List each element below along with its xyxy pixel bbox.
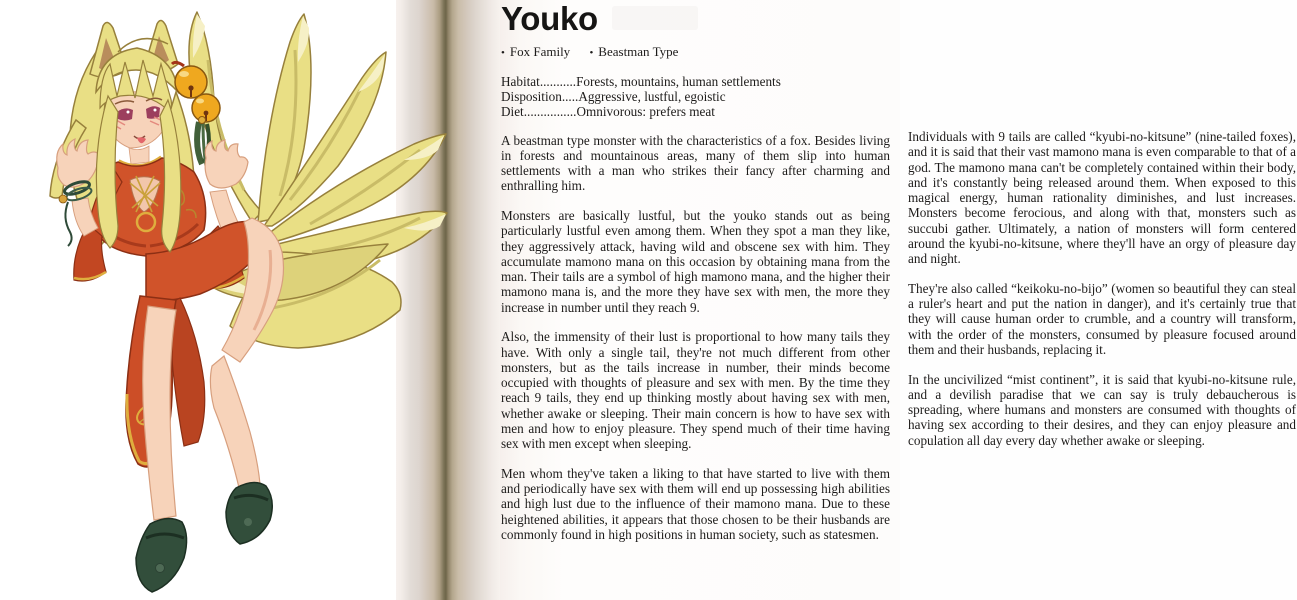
fox-girl-art (0, 0, 500, 600)
paragraph: Men whom they've taken a liking to that have started to live with them and periodically have sex with them will end up possessing high abilities and high lust due to the influence of their mamono mana. Due to these heightened abilities, it appears that those chosen to be their husbands are commonly found in high positions in human society, such as statesmen. (501, 465, 890, 542)
type-tags (501, 44, 890, 61)
page-title: Youko (501, 0, 598, 37)
right-text-column (908, 129, 1296, 462)
stat-row-disposition: Disposition.....Aggressive, lustful, egoistic (501, 89, 726, 105)
paragraph: They're also called “keikoku-no-bijo” (women so beautiful they can steal a ruler's heart and put the nation in danger), and it's certainly true that they will cause human order to crumble, and a country will transform, with the order of the monsters, consumed by pleasure focused around them and their husbands, replacing it. (908, 280, 1296, 357)
right-shoe-icon (226, 482, 272, 544)
paragraph: In the uncivilized “mist continent”, it is said that kyubi-no-kitsune rule, and a devilish paradise that we can say is truly debaucherous is spreading, where humans and monsters are consumed with thoughts of having sex according to their desires, and they can enjoy pleasure and copulation all day every day whether awake or sleeping. (908, 371, 1296, 448)
stat-row-habitat: Habitat...........Forests, mountains, human settlements (501, 74, 781, 89)
character-illustration (0, 0, 500, 600)
tag-type (589, 44, 678, 59)
paragraph: Also, the immensity of their lust is proportional to how many tails they have. With only a single tail, they're not much different from other monsters, but as the tails increase in number, their minds become occupied with thoughts of pleasure and sex with men. By the time they reach 9 tails, they end up thinking mostly about having sex with men, whether awake or sleeping. Their main concern is how to have sex with men and how to enjoy pleasure. They spend much of their time having sex with men except when sleeping. (501, 329, 890, 452)
stat-block (501, 74, 890, 120)
tag-label: Fox Family (509, 44, 571, 59)
right-calf (210, 356, 260, 492)
left-shoe-icon (136, 518, 187, 592)
neck (129, 146, 149, 164)
paragraph: A beastman type monster with the characteristics of a fox. Besides living in forests and mountainous areas, many of them slip into human settlements with a man who strikes their fancy after charming and enthralling him. (501, 132, 890, 194)
bullet-icon: • (501, 47, 505, 59)
left-text-column (501, 0, 890, 557)
paragraph: Monsters are basically lustful, but the youko stands out as being particularly lustful even among them. When they spot a man they like, they aggressively attack, having wild and obscene sex with him. They accumulate mamono mana on this occasion by obtaining mana from the man. Their tails are a symbol of high mamono mana, and the higher their mamono mana is, and the more they have sex with men, the more they increase in number until they reach 9. (501, 208, 890, 315)
left-paragraphs (501, 133, 890, 543)
tag-label: Beastman Type (598, 44, 679, 59)
tag-family (501, 44, 570, 59)
stat-row-diet: Diet................Omnivorous: prefers meat (501, 104, 715, 120)
skirt-side-flap (171, 298, 205, 446)
paragraph: Individuals with 9 tails are called “kyubi-no-kitsune” (nine-tailed foxes), and it is said that their vast mamono mana is even comparable to that of a god. The mamono mana can't be completely contained within their body, and it's constantly being released around them. When exposed to this magical energy, human rationality diminishes, and lust increases. Monsters become ferocious, and along with that, monsters such as succubi gather. Ultimately, a nation of monsters will form centered around the kyubi-no-kitsune, where they'll have an orgy of pleasure day and night. (908, 129, 1296, 266)
bullet-icon: • (589, 47, 594, 59)
